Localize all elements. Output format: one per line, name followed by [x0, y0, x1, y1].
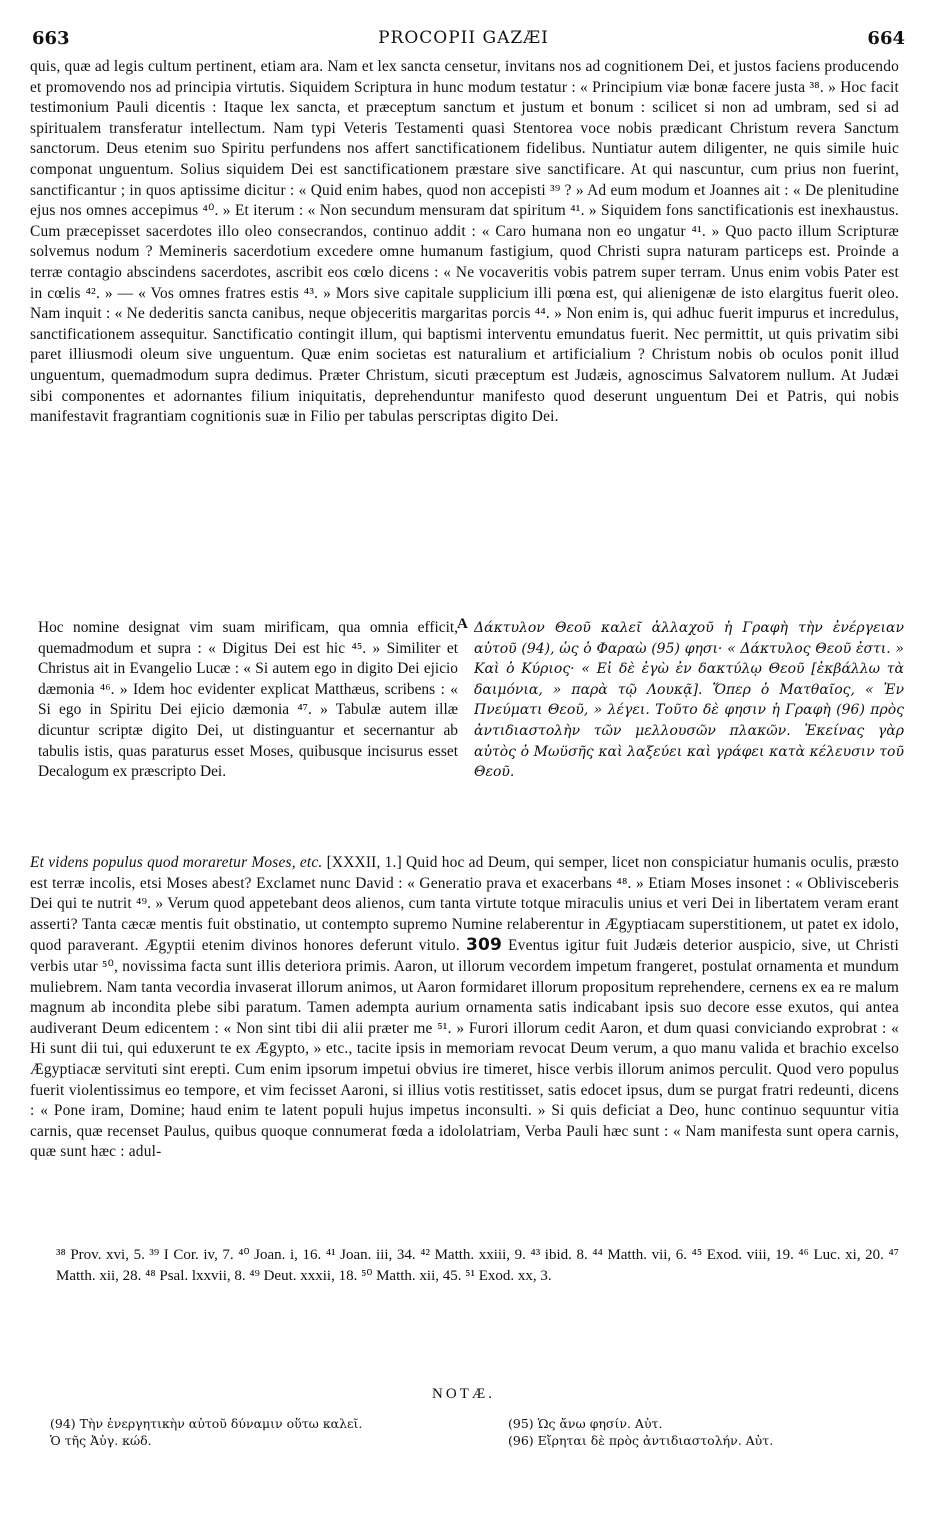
notae-right — [508, 1415, 908, 1449]
note-96: (96) Εἴρηται δὲ πρὸς ἀντιδιαστολήν. Αὐτ. — [508, 1433, 774, 1448]
note-95: (95) Ὡς ἄνω φησίν. Αὐτ. — [508, 1416, 663, 1431]
main-text-upper: quis, quæ ad legis cultum pertinent, etiam ara. Nam et lex sancta censetur, invitans nos ad cognitionem Dei, et justos faciens producendo et promovendo nos ad principia virtutis. Siquidem Scriptura in hunc modum testatur : « Principium viæ bonæ facere justa ³⁸. » Hoc facit testimonium Pauli dicentis : Itaque lex sancta, et præceptum sanctum et justum et bonum : scilicet si non ad umbram, sed si ad spiritualem transferatur intellectum. Nam typi Veteris Testamenti quasi Stentorea voce nobis prædicant Christum revera Sanctum sanctorum. Deus etenim suo Spiritu perfundens nos affert sanctificationem fidelibus. Nuntiatur autem diligenter, ne quis simile huic componat unguentum. Solius siquidem Dei est sanctificationem præstare sive sanctificare. At qui nascuntur, cum prius non fuerint, sanctificantur ; in quos aptissime dicitur : « Quid enim habes, quod non accepisti ³⁹ ? » Ad eum modum et Joannes ait : « De plenitudine ejus nos omnes accepimus ⁴⁰. » Et iterum : « Non secundum mensuram dat spiritum ⁴¹. » Siquidem fons sanctificationis est inexhaustus. Cum præcepisset sacerdotes illo oleo consecrandos, continuo addit : « Caro humana non eo ungatur ⁴¹. » Quo pacto illum Scripturæ solvemus nodum ? Memineris sacerdotium excedere omne humanum fastigium, quod Christi supra naturam particeps est. Proinde a terræ contagio abscindens sacerdotes, ascribit eos cœlo dicens : « Ne vocaveritis vobis patrem super terram. Unus enim vobis Pater est in cœlis ⁴². » — « Vos omnes fratres estis ⁴³. » Mors sive capitale supplicium illi pœna est, qui alienigenæ de isto elargitus fuerit oleo. Nam inquit : « Ne dederitis sancta canibus, neque objeceritis margaritas porcis ⁴⁴. » Non enim is, qui adhuc fuerit impurus et incredulus, sanctificationem assequitur. Sanctificatio contingit illum, qui baptismi interventu emundatus fuerit. Nec permittit, ut quis privatim sibi paret illiusmodi oleum sive unguentum. Quæ enim societas est naturalium et artificialium ? Christum nobis ob oculos ponit illud unguentum, quemadmodum supra dedimus. Præter Christum, sicuti præceptum est Judæis, agnoscimus Salvatorem nullum. At Judæi sibi componentes et adornantes filium iniquitatis, deprehenduntur manifesto quod deserunt unguentum Dei et Patris, qui nobis manifestavit fragrantiam cognitionis suæ in Filio per tabulas perscriptas digito Dei. — [30, 58, 899, 426]
column-marker: A — [457, 616, 468, 632]
page-header — [8, 28, 919, 52]
notae-left — [50, 1415, 480, 1449]
paragraph-part-a: [XXXII, 1.] Quid hoc ad Deum, qui semper, licet non conspiciatur humanis oculis, præsto est terræ incolis, etsi Moses abest? Exclamet nunc David : « Generatio prava et exacerbans ⁴⁸. » Etiam Moses insonet : « Oblivisceberis Dei qui te nutrit ⁴⁹. » Verum quod appetebant deos alienos, cum tanta virtute totque miraculis unius et veri Dei in libertatem veram erant asserti? Tanta cæcæ mentis fuit obstinatio, ut contempto supremo Numine relaberentur in Ægyptiacam superstitionem, ut patet ex idolo, quod paraverant. Ægyptii etenim divinos honores deferunt vitulo. — [30, 854, 899, 955]
notae-title: NOTÆ. — [432, 1386, 495, 1402]
page-number-right: 664 — [867, 28, 905, 49]
page-number-left: 663 — [32, 28, 70, 49]
page-marker: 309 — [465, 935, 503, 956]
lemma: Et videns populus quod moraretur Moses, etc. — [30, 854, 323, 871]
footnotes: ³⁸ Prov. xvi, 5. ³⁹ I Cor. iv, 7. ⁴⁰ Joan. i, 16. ⁴¹ Joan. iii, 34. ⁴² Matth. xxiii, 9. ⁴³ ibid. 8. ⁴⁴ Matth. vii, 6. ⁴⁵ Exod. viii, 19. ⁴⁶ Luc. xi, 20. ⁴⁷ Matth. xii, 28. ⁴⁸ Psal. lxxvii, 8. ⁴⁹ Deut. xxxii, 18. ⁵⁰ Matth. xii, 45. ⁵¹ Exod. xx, 3. — [56, 1247, 899, 1284]
note-94-source: Ὁ τῆς Ἀὐγ. κώδ. — [50, 1433, 152, 1448]
greek-column: Δάκτυλον Θεοῦ καλεῖ ἀλλαχοῦ ἡ Γραφὴ τὴν ἐνέργειαν αὐτοῦ (94), ὡς ὁ Φαραὼ (95) φησι· « Δάκτυλος Θεοῦ ἐστι. » Καὶ ὁ Κύριος· « Εἰ δὲ ἐγὼ ἐν δακτύλῳ Θεοῦ [ἐκβάλλω τὰ δαιμόνια, » παρὰ τῷ Λουκᾷ]. Ὅπερ ὁ Ματθαῖος, « Ἐν Πνεύματι Θεοῦ, » λέγει. Τοῦτο δὲ φησιν ἡ Γραφὴ (96) πρὸς ἀντιδιαστολὴν τῶν μελλουσῶν πλακῶν. Ἐκείνας γὰρ αὐτὸς ὁ Μωϋσῆς καὶ λαξεύει καὶ γράφει κατὰ κέλευσιν τοῦ Θεοῦ. — [474, 620, 904, 781]
note-94: (94) Τὴν ἐνεργητικὴν αὐτοῦ δύναμιν οὕτω καλεῖ. — [50, 1416, 363, 1431]
main-text-lower — [30, 853, 899, 1238]
running-title: PROCOPII GAZÆI — [378, 28, 549, 48]
paragraph-part-b: Eventus igitur fuit Judæis deterior auspicio, sive, ut Christi verbis utar ⁵⁰, novissima facta sunt illis deteriora primis. Aaron, ut illorum vecordem impetum frangeret, postulat ornamenta et mundum muliebrem. Nam tanta vecordia invaserat illorum animos, ut Aaron formidaret illorum propositum reprehendere, cernens ex ea re malum magnum ab incondita plebe sibi paratum. Tamen adempta aurium ornamenta satis indicabant ipsis suo decore esse exutos, qui antea audiverant Deum edicentem : « Non sint tibi dii alii præter me ⁵¹. » Furori illorum cedit Aaron, et dum quasi conviciando exprobrat : « Hi sunt dii tui, qui eduxerunt te ex Ægypto, » etc., tacite ipsis in memoriam revocat Deum verum, a quo manu valida et brachio excelso Ægyptiacæ servituti sint erepti. Cum enim ipsorum impetui obvius ire timeret, hisce verbis illorum animos perculit. Quod vero populus fuerit violentissimus eo tempore, et vim fecisset Aaroni, si illius votis restitisset, satis edocet ipsus, dum se purgat fratri redeunti, dicens : « Pone iram, Domine; haud enim te latent populi hujus impetus inconsulti. » Si quis deficiat a Deo, hunc continuo sequuntur vitia carnis, quæ recenset Paulus, quibus quoque connumerat fœda a idololatriam, Verba Pauli hæc sunt : « Nam manifesta sunt opera carnis, quæ sunt hæc : adul- — [30, 937, 899, 1161]
latin-column: Hoc nomine designat vim suam mirificam, qua omnia efficit, quemadmodum et supra : « Digitus Dei est hic ⁴⁵. » Similiter et Christus ait in Evangelio Lucæ : « Si autem ego in digito Dei ejicio dæmonia ⁴⁶. » Idem hoc evidenter explicat Matthæus, scribens : « Si ego in Spiritu Dei ejicio dæmonia ⁴⁷. » Tabulæ autem illæ dicuntur scriptæ digito Dei, ut distinguantur et secernantur ab tabulis istis, quas paraturus esset Moses, quibusque incisurus esset Decalogum ex præscripto Dei. — [38, 619, 458, 781]
